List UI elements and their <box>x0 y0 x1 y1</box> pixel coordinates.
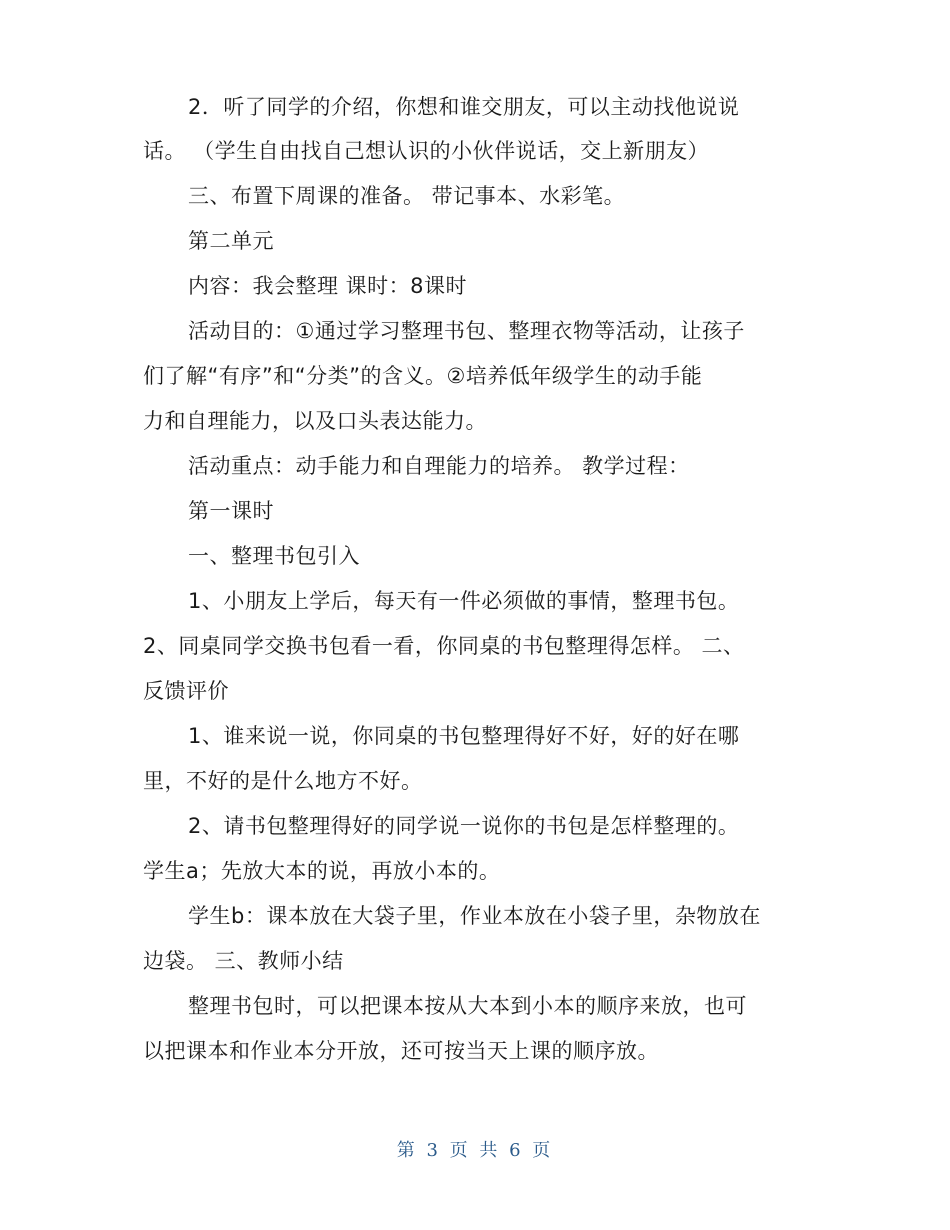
text-line: 第二单元 <box>188 229 274 253</box>
text-line: 一、整理书包引入 <box>188 544 360 568</box>
text-line: 内容：我会整理 课时：8课时 <box>188 274 468 298</box>
text-line: 三、布置下周课的准备。 带记事本、水彩笔。 <box>188 184 626 208</box>
text-line: 2．听了同学的介绍，你想和谁交朋友，可以主动找他说说 <box>188 95 740 119</box>
text-line: 1、谁来说一说，你同桌的书包整理得好不好，好的好在哪 <box>188 724 740 748</box>
text-line: 边袋。 三、教师小结 <box>143 949 344 973</box>
text-line: 里，不好的是什么地方不好。 <box>143 769 423 793</box>
text-line: 活动目的：①通过学习整理书包、整理衣物等活动，让孩子 <box>188 319 745 343</box>
text-line: 学生a；先放大本的说，再放小本的。 <box>143 859 501 883</box>
text-line: 力和自理能力，以及口头表达能力。 <box>143 409 487 433</box>
text-line: 以把课本和作业本分开放，还可按当天上课的顺序放。 <box>143 1039 659 1063</box>
text-line: 活动重点：动手能力和自理能力的培养。 教学过程： <box>188 454 690 478</box>
text-line: 学生b：课本放在大袋子里，作业本放在小袋子里，杂物放在 <box>188 904 761 928</box>
text-line: 第一课时 <box>188 499 274 523</box>
text-line: 2、同桌同学交换书包看一看，你同桌的书包整理得怎样。 二、 <box>143 634 745 658</box>
text-line: 整理书包时，可以把课本按从大本到小本的顺序来放，也可 <box>188 994 747 1018</box>
text-line: 2、请书包整理得好的同学说一说你的书包是怎样整理的。 <box>188 814 740 838</box>
text-line: 反馈评价 <box>143 679 229 703</box>
page-number-footer: 第 3 页 共 6 页 <box>396 1140 554 1161</box>
text-line: 1、小朋友上学后，每天有一件必须做的事情，整理书包。 <box>188 589 740 613</box>
text-line: 们了解“有序”和“分类”的含义。②培养低年级学生的动手能 <box>143 364 703 388</box>
text-line: 话。 （学生自由找自己想认识的小伙伴说话，交上新朋友） <box>143 139 710 163</box>
